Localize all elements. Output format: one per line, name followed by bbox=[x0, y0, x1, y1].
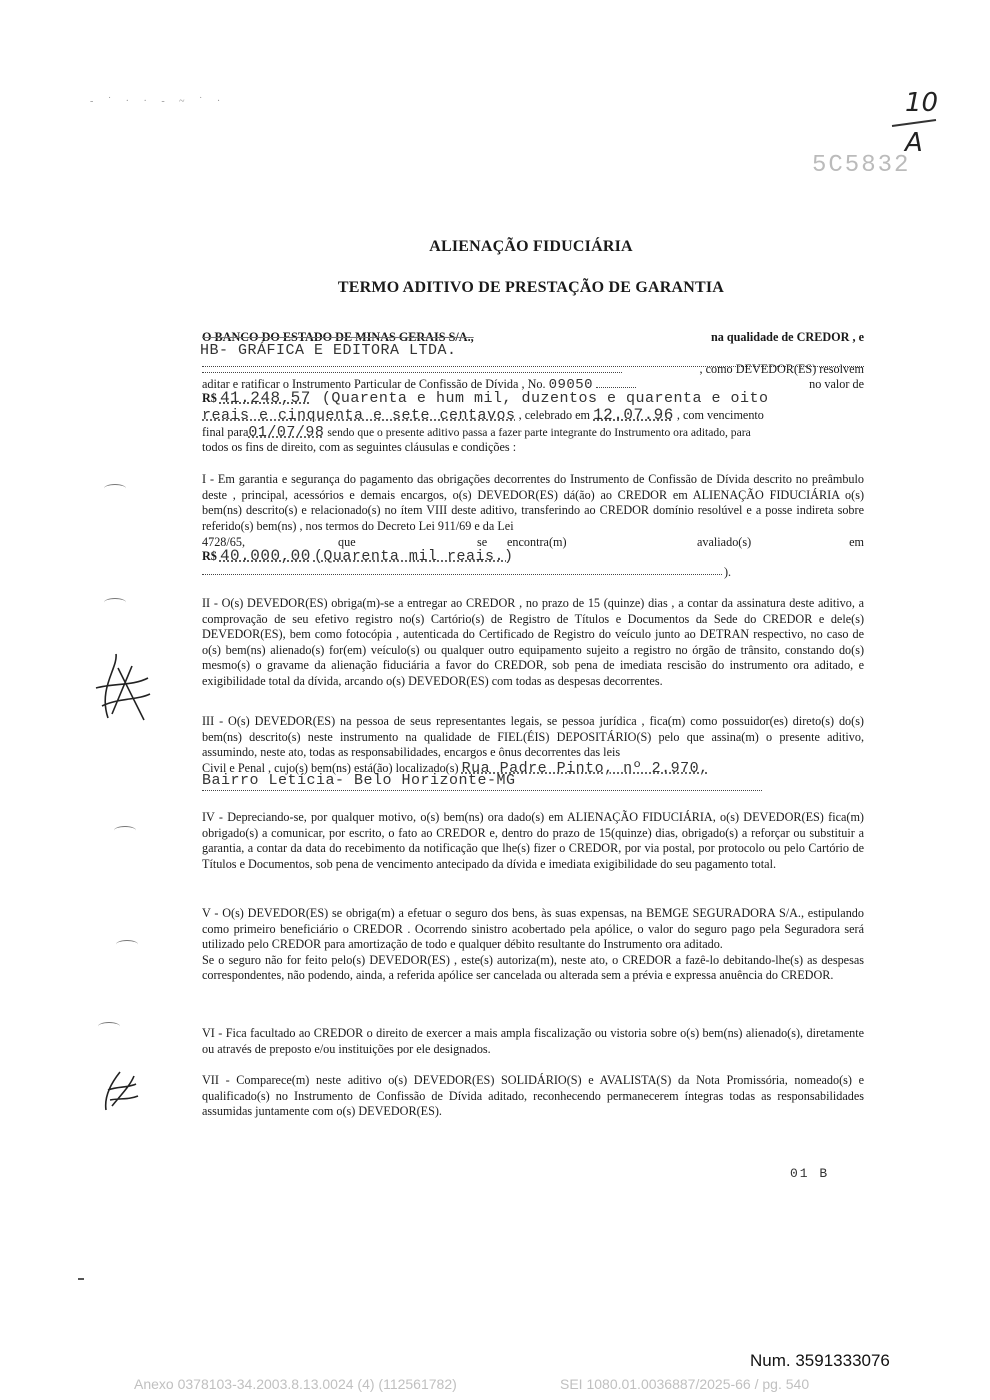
stamp-number: 5C5832 bbox=[812, 152, 911, 179]
debt-amount-words-2: reais e cinquenta e sete centavos bbox=[202, 407, 516, 424]
date-due: 01/07/98 bbox=[248, 424, 325, 441]
bank-name: O BANCO DO ESTADO DE MINAS GERAIS S/A., bbox=[202, 330, 474, 344]
clause-2 bbox=[202, 596, 864, 690]
margin-mark bbox=[104, 598, 126, 607]
clause-1-dotted bbox=[202, 574, 722, 575]
maturity-label: , com vencimento bbox=[676, 408, 764, 422]
document-number: Num. 3591333076 bbox=[750, 1351, 890, 1370]
word-em: em bbox=[849, 535, 864, 549]
word-avaliado: avaliado(s) bbox=[697, 535, 752, 549]
margin-tick bbox=[78, 1278, 84, 1280]
value-label: no valor de bbox=[809, 377, 864, 391]
law-ref: 4728/65, bbox=[202, 535, 245, 549]
asset-address-2: Bairro Letícia- Belo Horizonte-MG bbox=[202, 772, 516, 789]
margin-mark bbox=[114, 826, 136, 835]
page-mark-number: 10 bbox=[905, 88, 939, 118]
signed-label: , celebrado em bbox=[518, 408, 591, 422]
word-se: se bbox=[477, 535, 488, 549]
final-label: final para bbox=[202, 425, 249, 439]
margin-mark bbox=[98, 1022, 120, 1031]
clause-5-text: V - O(s) DEVEDOR(ES) se obriga(m) a efetuar o seguro dos bens, às suas expensas, na BEMGE SEGURADORA S/A., estipulando como primeiro beneficiário o CREDOR . Ocorrendo sinistro acobertado pela apólice, o valor do seguro pago pela Seguradora será utilizado pelo CREDOR para amortização de todo e qualquer débito resultante do Instrumento ora aditado. bbox=[202, 906, 864, 952]
page-mark-letter: A bbox=[905, 128, 923, 158]
signature-initials-2 bbox=[98, 1066, 142, 1116]
preamble-credor: na qualidade de CREDOR , e bbox=[710, 330, 864, 344]
clause-4-text: IV - Depreciando-se, por qualquer motivo, o(s) bem(ns) ora dado(s) em ALIENAÇÃO FIDUCIÁRIA, o(s) DEVEDOR(ES) fica(m) obrigado(s) a comunicar, por escrito, o fato ao CREDOR e, dentro do prazo de 15(quinze) dias, obrigado(s) a reforçar ou substituir a garantia, a contar da data do recebimento da notificação que lhe(s) fizer o CREDOR, por via postal, por protocolo ou pelo Cartório de Títulos e Documentos, sob pena de vencimento antecipado da dívida e imediata exigibilidade do seu pagamento total. bbox=[202, 810, 864, 871]
clause-3-text: III - O(s) DEVEDOR(ES) na pessoa de seus representantes legais, se pessoa jurídica , fica(m) como possuidor(es) direto(s) do(s) bem(ns) descrito(s) neste instrumento na qualidade de FIEL(ÉIS) DEPOSITÁRIO(S) pelo que assina(m) o presente aditivo, assumindo, neste ato, todas as responsabilidades, encargos e ônus decorrentes das leis bbox=[202, 714, 864, 760]
clause-1-text: I - Em garantia e segurança do pagamento das obrigações decorrentes do Instrumento de Confissão de Dívida descrito no preâmbulo deste , principal, acessórios e demais encargos, o(s) DEVEDOR(ES) dá(ão) ao CREDOR em ALIENAÇÃO FIDUCIÁRIA o(s) bem(ns) descrito(s) e relacionado(s) no ítem VIII deste aditivo, transferindo ao CREDOR domínio resolúvel e a posse indireta sobre referido(s) bem(ns) , nos termos do Decreto Lei 911/69 e da Lei bbox=[202, 472, 864, 533]
date-signed: 12.07.96 bbox=[593, 406, 674, 424]
clause-4 bbox=[202, 810, 864, 872]
asset-address-1: Rua Padre Pinto, nº 2.970, bbox=[461, 760, 709, 777]
footer-sei: SEI 1080.01.0036887/2025-66 / pg. 540 bbox=[560, 1376, 810, 1392]
location-label: Civil e Penal , cujo(s) bem(ns) está(ão) localizado(s) bbox=[202, 761, 459, 775]
collateral-currency: R$ bbox=[202, 549, 217, 563]
contract-number: 09050 bbox=[548, 377, 594, 393]
currency-label: R$ bbox=[202, 391, 217, 405]
clause-7 bbox=[202, 1073, 864, 1120]
document-title: ALIENAÇÃO FIDUCIÁRIA bbox=[429, 238, 633, 255]
collateral-value-words: (Quarenta mil reais.) bbox=[313, 548, 514, 565]
clause-2-text: II - O(s) DEVEDOR(ES) obriga(m)-se a entregar ao CREDOR , no prazo de 15 (quinze) dias , a contar da assinatura deste aditivo, a comprovação de seu efetivo registro no(s) Cartório(s) de Registro de Títulos e Documentos da Sede do CREDOR e dele(s) DEVEDOR(ES), bem como fotocópia , autenticada do Certificado de Registro do veículo junto ao DETRAN respectivo, no caso de o(s) bem(ns) alienado(s) for(em) veículo(s) ou qualquer outro equipamento sujeito a registro no órgão de trânsito, constando do(s) mesmo(s) o gravame da alienação fiduciária a favor do CREDOR, sob pena de imediata rescisão do instrumento ora aditado, e exigibilidade total da dívida, arcando o(s) DEVEDOR(ES) com todas as despesas decorrentes. bbox=[202, 596, 864, 688]
debt-amount: 41.248,57 bbox=[219, 389, 311, 407]
signature-initials bbox=[88, 648, 158, 728]
preamble-line-7 bbox=[202, 424, 864, 441]
debtor-role: , como DEVEDOR(ES) resolvem bbox=[699, 362, 864, 376]
debt-amount-words-1: (Quarenta e hum mil, duzentos e quarenta e oito bbox=[321, 390, 769, 407]
clause-3 bbox=[202, 714, 864, 761]
clause-6 bbox=[202, 1026, 864, 1057]
addendum-text: sendo que o presente aditivo passa a fazer parte integrante do Instrumento ora aditado, para bbox=[327, 426, 751, 439]
preamble-line-6 bbox=[202, 406, 864, 424]
preamble-line-5 bbox=[202, 389, 864, 407]
document-subtitle: TERMO ADITIVO DE PRESTAÇÃO DE GARANTIA bbox=[337, 279, 725, 296]
clause-1-value-line bbox=[202, 547, 762, 565]
clause-5-text-2: Se o seguro não for feito pelo(s) DEVEDOR(ES) , este(s) autoriza(m), neste ato, o CREDOR a fazê-lo debitando-lhe(s) as despesas correspondentes, não podendo, ainda, a referida apólice ser cancelada ou alterada sem a prévia e expressa anuência do CREDOR. bbox=[202, 952, 864, 983]
clause-7-text: VII - Comparece(m) neste aditivo o(s) DEVEDOR(ES) SOLIDÁRIO(S) e AVALISTA(S) da Nota Promissória, nomeado(s) e qualificado(s) no Instrumento de Confissão de Dívida aditado, reconhecendo permanecerem íntegras todas as responsabilidades assumidas juntamente com o(s) DEVEDOR(ES). bbox=[202, 1073, 864, 1119]
word-que: que bbox=[338, 535, 356, 549]
footer-anexo: Anexo 0378103-34.2003.8.13.0024 (4) (112561782) bbox=[134, 1376, 457, 1392]
clause-1-end: ). bbox=[724, 565, 732, 579]
clause-1 bbox=[202, 472, 864, 534]
scan-specks: - ˙ · · - ~ ˙ · bbox=[90, 96, 227, 107]
preamble-line-8: todos os fins de direito, com as seguintes cláusulas e condições : bbox=[202, 440, 517, 454]
clause-3-dotted bbox=[202, 790, 762, 791]
page-code: 01 B bbox=[790, 1166, 830, 1181]
instrument-text: aditar e ratificar o Instrumento Particular de Confissão de Dívida , No. bbox=[202, 377, 546, 391]
debtor-name: HB- GRÁFICA E EDITORA LTDA. bbox=[200, 342, 457, 359]
margin-mark bbox=[104, 484, 126, 493]
clause-6-text: VI - Fica facultado ao CREDOR o direito de exercer a mais ampla fiscalização ou vistoria sobre o(s) bem(ns) alienado(s), diretamente ou através de preposto e/ou instituições por ele designados. bbox=[202, 1026, 864, 1056]
word-encontra: encontra(m) bbox=[507, 535, 567, 549]
collateral-value: 40.000,00 bbox=[219, 547, 311, 565]
margin-mark bbox=[116, 940, 138, 949]
clause-5 bbox=[202, 906, 864, 984]
